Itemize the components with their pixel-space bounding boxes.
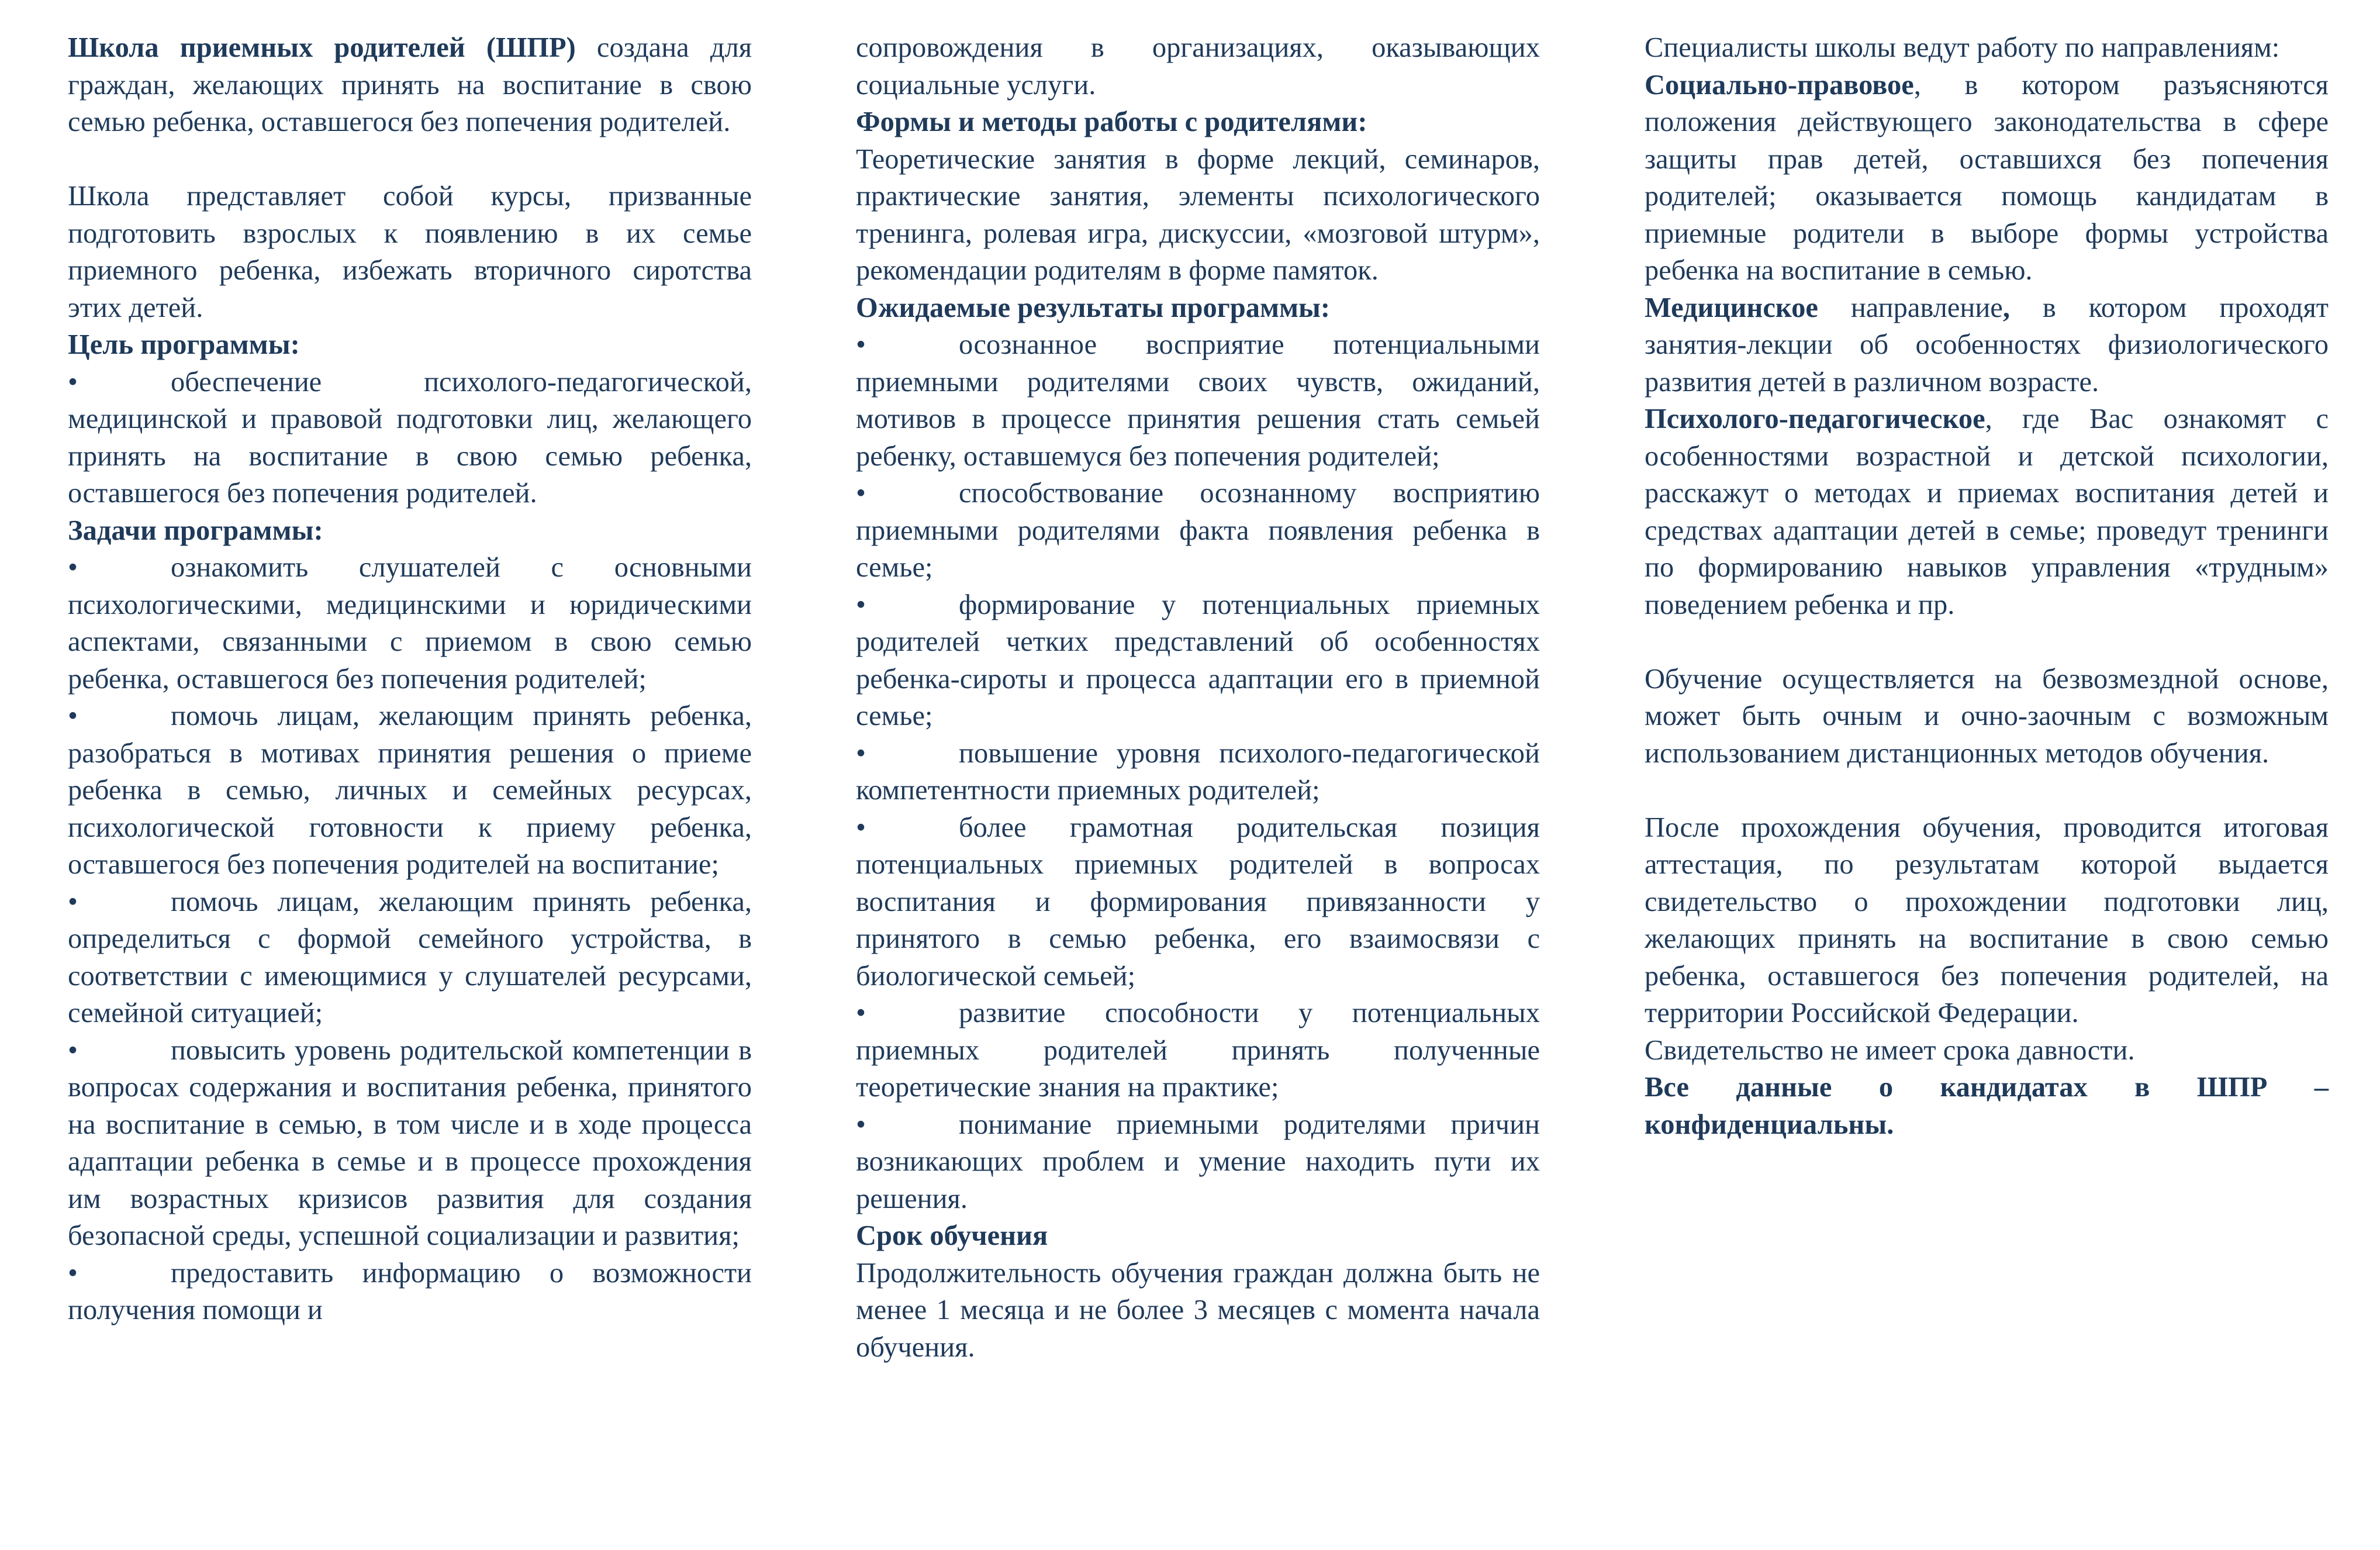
social-legal-bold: Социально-правовое: [1645, 69, 1914, 101]
directions-intro: Специалисты школы ведут работу по направлениям:: [1645, 32, 2280, 63]
result-item-text: повышение уровня психолого-педагогической компетентности приемных родителей;: [856, 737, 1540, 806]
column-2: [856, 29, 1540, 1366]
result-item: [856, 326, 1540, 475]
medical-mid: направление: [1818, 292, 2003, 323]
bullet-marker: •: [68, 366, 78, 398]
bullet-marker: •: [68, 700, 78, 731]
result-item-text: более грамотная родительская позиция потенциальных приемных родителей в вопросах воспитания и формирования привязанности у принятого в семью ребенка, его взаимосвязи с биологической семьей;: [856, 812, 1540, 992]
task-item-text: ознакомить слушателей с основными психологическими, медицинскими и юридическими аспектами, связанными с приемом в свою семью ребенка, оставшегося без попечения родителей;: [68, 552, 752, 695]
result-item: [856, 995, 1540, 1106]
result-item: [856, 735, 1540, 809]
result-item: [856, 1106, 1540, 1218]
tasks-heading: Задачи программы:: [68, 515, 323, 546]
result-item: [856, 809, 1540, 995]
forms-heading: Формы и методы работы с родителями:: [856, 106, 1367, 137]
goal-item-text: обеспечение психолого-педагогической, медицинской и правовой подготовки лиц, желающего принять на воспитание в свою семью ребенка, оставшегося без попечения родителей.: [68, 366, 752, 509]
intro-text: создана для граждан, желающих принять на воспитание в свою семью ребенка, оставшегося без попечения родителей.: [68, 32, 752, 137]
goal-list: [68, 364, 752, 512]
medical-bold: Медицинское: [1645, 292, 1818, 323]
bullet-marker: •: [68, 1034, 78, 1066]
bullet-marker: •: [856, 812, 866, 843]
confidential-note: [1645, 1069, 2329, 1143]
bullet-marker: •: [68, 552, 78, 583]
result-item-text: осознанное восприятие потенциальными приемными родителями своих чувств, ожиданий, мотивов в процессе принятия решения стать семьей ребенку, оставшемуся без попечения родителей;: [856, 329, 1540, 472]
bullet-marker: •: [856, 478, 866, 509]
result-item-text: понимание приемными родителями причин возникающих проблем и умение находить пути их решения.: [856, 1109, 1540, 1214]
psych-direction: [1645, 401, 2329, 623]
spacer: [1645, 623, 2329, 661]
certificate-note: Свидетельство не имеет срока давности.: [1645, 1034, 2135, 1066]
term-text: Продолжительность обучения граждан должна быть не менее 1 месяца и не более 3 месяцев с момента начала обучения.: [856, 1257, 1540, 1363]
result-item: [856, 475, 1540, 586]
task-item-text: помочь лицам, желающим принять ребенка, определиться с формой семейного устройства, в соответствии с имеющимися у слушателей ресурсами, семейной ситуацией;: [68, 886, 752, 1028]
result-item-text: развитие способности у потенциальных приемных родителей принять полученные теоретические знания на практике;: [856, 997, 1540, 1103]
task-item: [68, 883, 752, 1032]
medical-comma: ,: [2002, 292, 2010, 323]
tasks-list: [68, 549, 752, 1329]
result-item: [856, 586, 1540, 735]
education-paragraph: Обучение осуществляется на безвозмездной основе, может быть очным и очно-заочным с возможным использованием дистанционных методов обучения.: [1645, 663, 2329, 769]
result-item-text: способствование осознанному восприятию приемными родителями факта появления ребенка в семье;: [856, 478, 1540, 583]
bullet-marker: •: [856, 589, 866, 620]
bullet-marker: •: [856, 737, 866, 769]
forms-text: Теоретические занятия в форме лекций, семинаров, практические занятия, элементы психологического тренинга, ролевая игра, дискуссии, «мозговой штурм», рекомендации родителям в форме памяток.: [856, 143, 1540, 286]
task-item: [68, 1032, 752, 1255]
bullet-marker: •: [856, 329, 866, 360]
confidential-bold: Все данные о кандидатах в ШПР – конфиденциальны.: [1645, 1072, 2329, 1140]
social-legal-direction: [1645, 67, 2329, 289]
goal-heading: Цель программы:: [68, 329, 300, 360]
spacer: [1645, 772, 2329, 809]
goal-item: [68, 364, 752, 512]
attestation-paragraph: После прохождения обучения, проводится итоговая аттестация, по результатам которой выдается свидетельство о прохождении подготовки лиц, желающих принять на воспитание в свою семью ребенка, оставшегося без попечения родителей, на территории Российской Федерации.: [1645, 812, 2329, 1028]
bullet-marker: •: [68, 1257, 78, 1289]
intro-bold: Школа приемных родителей (ШПР): [68, 32, 576, 63]
result-item-text: формирование у потенциальных приемных родителей четких представлений об особенностях ребенка-сироты и процесса адаптации его в приемной семье;: [856, 589, 1540, 731]
social-legal-text: , в котором разъясняются положения действующего законодательства в сфере защиты прав детей, оставшихся без попечения родителей; оказывается помощь кандидатам в приемные родители в выборе формы устройства ребенка на воспитание в семью.: [1645, 69, 2329, 286]
medical-direction: [1645, 289, 2329, 401]
column-3: [1645, 29, 2329, 1143]
results-list: [856, 326, 1540, 1217]
psych-bold: Психолого-педагогическое: [1645, 403, 1985, 434]
task-item-text: помочь лицам, желающим принять ребенка, разобраться в мотивах принятия решения о приеме ребенка в семью, личных и семейных ресурсах, психологической готовности к приему ребенка, оставшегося без попечения родителей на воспитание;: [68, 700, 752, 880]
intro-paragraph: [68, 29, 752, 141]
medical-text: в котором проходят занятия-лекции об особенностях физиологического развития детей в различном возрасте.: [1645, 292, 2329, 398]
continuation-text: сопровождения в организациях, оказывающих социальные услуги.: [856, 32, 1540, 101]
spacer: [68, 141, 752, 178]
term-heading: Срок обучения: [856, 1220, 1048, 1251]
bullet-marker: •: [856, 1109, 866, 1140]
task-item: [68, 1255, 752, 1329]
school-description: Школа представляет собой курсы, призванные подготовить взрослых к появлению в их семье приемного ребенка, избежать вторичного сиротства этих детей.: [68, 181, 752, 323]
task-item-text: повысить уровень родительской компетенции в вопросах содержания и воспитания ребенка, принятого на воспитание в семью, в том числе и в ходе процесса адаптации ребенка в семье и в процессе прохождения им возрастных кризисов развития для создания безопасной среды, успешной социализации и развития;: [68, 1034, 752, 1251]
task-item-text: предоставить информацию о возможности получения помощи и: [68, 1257, 752, 1325]
bullet-marker: •: [856, 997, 866, 1028]
results-heading: Ожидаемые результаты программы:: [856, 292, 1331, 323]
column-1: [68, 29, 752, 1329]
task-item: [68, 698, 752, 883]
bullet-marker: •: [68, 886, 78, 917]
psych-text: , где Вас ознакомят с особенностями возрастной и детской психологии, расскажут о методах и приемах воспитания детей и средствах адаптации детей в семье; проведут тренинги по формированию навыков управления «трудным» поведением ребенка и пр.: [1645, 403, 2329, 620]
task-item: [68, 549, 752, 698]
